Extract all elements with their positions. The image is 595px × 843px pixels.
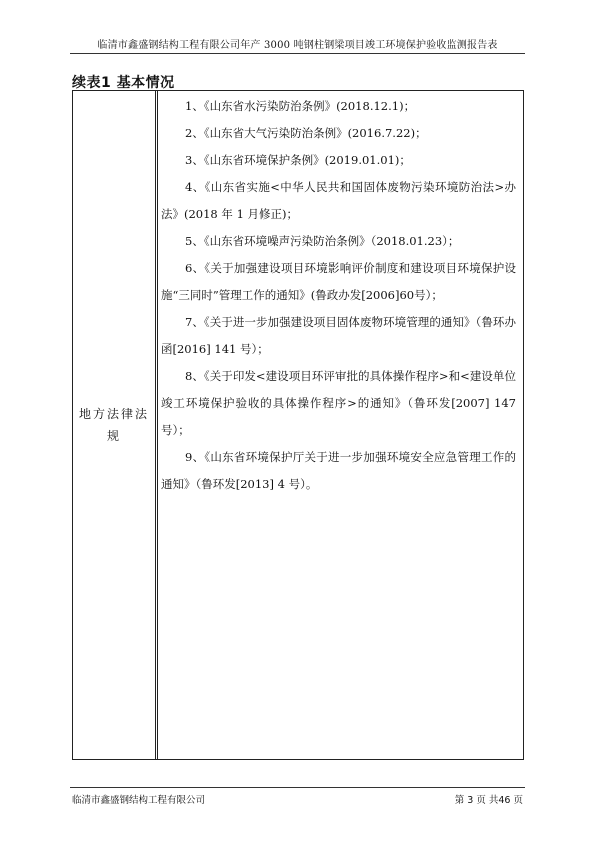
page-header: 临清市鑫盛钢结构工程有限公司年产 3000 吨钢柱钢梁项目竣工环境保护验收监测报告表 [97, 40, 498, 51]
page-number: 第 3 页 共46 页 [454, 795, 523, 806]
list-item: 9、《山东省环境保护厅关于进一步加强环境安全应急管理工作的通知》（鲁环发[2013] 4 号）。 [161, 450, 516, 491]
list-item: 4、《山东省实施<中华人民共和国固体废物污染环境防治法>办法》(2018 年 1 月修正)； [161, 180, 516, 221]
column-divider [155, 91, 158, 759]
list-item: 1、《山东省水污染防治条例》(2018.12.1)； [185, 99, 416, 113]
list-item: 6、《关于加强建设项目环境影响评价制度和建设项目环境保护设施“三同时”管理工作的通知》(鲁政办发[2006]60号）； [161, 261, 516, 302]
footer-divider [70, 787, 525, 788]
section-title: 续表1 基本情况 [72, 75, 175, 91]
list-item: 8、《关于印发<建设项目环评审批的具体操作程序>和<建设单位竣工环境保护验收的具体操作程序>的通知》（鲁环发[2007] 147 号）； [161, 369, 516, 437]
basic-info-table [72, 90, 524, 760]
table-content-cell [161, 93, 516, 498]
header-divider [70, 53, 525, 54]
table-row-label: 地方法律法规 [79, 407, 150, 443]
list-item: 3、《山东省环境保护条例》(2019.01.01)； [185, 153, 411, 167]
footer-company: 临清市鑫盛钢结构工程有限公司 [72, 795, 206, 806]
list-item: 2、《山东省大气污染防治条例》(2016.7.22)； [185, 126, 427, 140]
table-label-cell [73, 91, 155, 759]
list-item: 7、《关于进一步加强建设项目固体废物环境管理的通知》（鲁环办函[2016] 141 号）； [161, 315, 516, 356]
list-item: 5、《山东省环境噪声污染防治条例》（2018.01.23）； [185, 234, 460, 248]
